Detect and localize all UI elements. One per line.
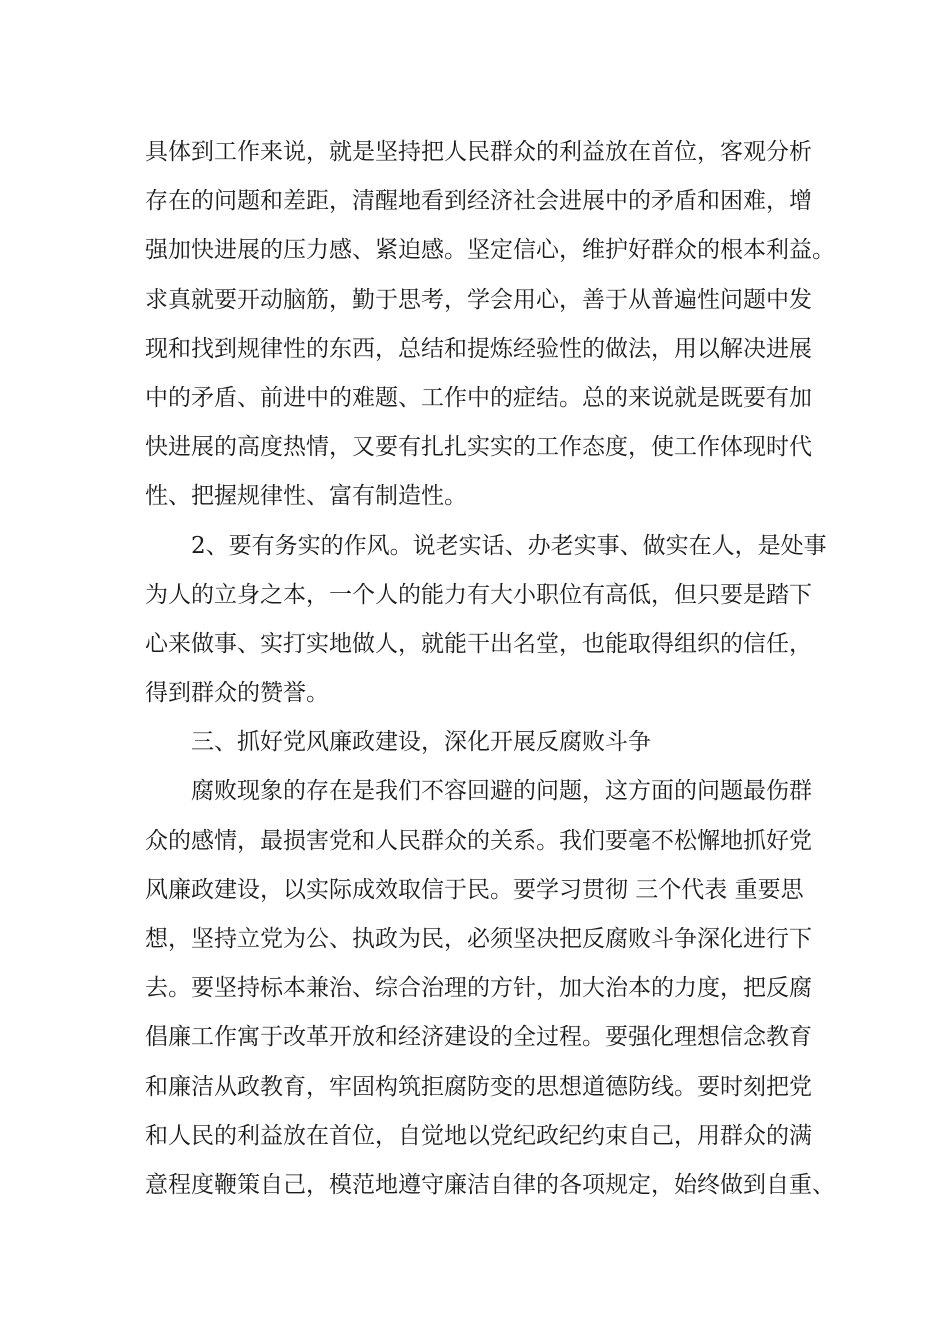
text-line: 存在的问题和差距，清醒地看到经济社会进展中的矛盾和困难，增: [145, 188, 812, 215]
text-line: 和廉洁从政教育，牢固构筑拒腐防变的思想道德防线。要时刻把党: [145, 1073, 812, 1100]
text-line: 快进展的高度热情，又要有扎扎实实的工作态度，使工作体现时代: [145, 434, 812, 461]
text-line: 去。要坚持标本兼治、综合治理的方针，加大治本的力度，把反腐: [145, 975, 812, 1002]
text-line: 风廉政建设，以实际成效取信于民。要学习贯彻 三个代表 重要思: [145, 876, 804, 903]
text-line: 心来做事、实打实地做人，就能干出名堂，也能取得组织的信任，: [145, 630, 812, 657]
text-line: 和人民的利益放在首位，自觉地以党纪政纪约束自己，用群众的满: [145, 1122, 812, 1149]
text-line: 性、把握规律性、富有制造性。: [145, 483, 467, 510]
paragraph-start-line: 腐败现象的存在是我们不容回避的问题，这方面的问题最伤群: [191, 778, 812, 805]
text-line: 倡廉工作寓于改革开放和经济建设的全过程。要强化理想信念教育: [145, 1024, 812, 1051]
text-line: 中的矛盾、前进中的难题、工作中的症结。总的来说就是既要有加: [145, 384, 812, 411]
text-line: 为人的立身之本，一个人的能力有大小职位有高低，但只要是踏下: [145, 581, 812, 608]
document-body: [145, 128, 835, 1210]
text-line: 众的感情，最损害党和人民群众的关系。我们要毫不松懈地抓好党: [145, 827, 812, 854]
text-line: 意程度鞭策自己，模范地遵守廉洁自律的各项规定，始终做到自重、: [145, 1171, 835, 1198]
text-line: 想，坚持立党为公、执政为民，必须坚决把反腐败斗争深化进行下: [145, 926, 812, 952]
text-line: 得到群众的赞誉。: [145, 680, 329, 707]
paragraph-start-line: 2、要有务实的作风。说老实话、办老实事、做实在人，是处事: [191, 532, 827, 559]
text-line: 现和找到规律性的东西，总结和提炼经验性的做法，用以解决进展: [145, 335, 812, 362]
text-line: 具体到工作来说，就是坚持把人民群众的利益放在首位，客观分析: [145, 139, 812, 165]
text-line: 求真就要开动脑筋，勤于思考，学会用心，善于从普遍性问题中发: [145, 286, 812, 313]
text-line: 强加快进展的压力感、紧迫感。坚定信心，维护好群众的根本利益。: [145, 237, 835, 264]
section-heading: 三、抓好党风廉政建设，深化开展反腐败斗争: [191, 729, 651, 756]
